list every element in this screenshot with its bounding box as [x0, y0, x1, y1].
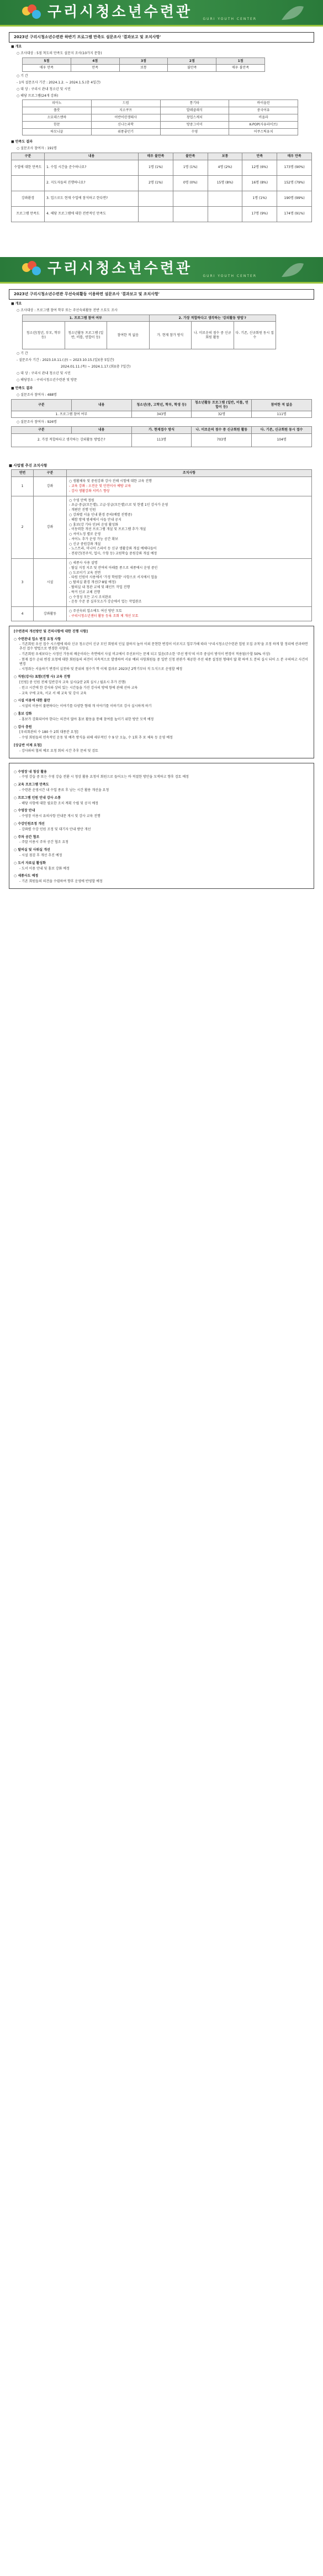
program-cell: 수영 — [160, 128, 229, 135]
action-header: 연번 — [12, 470, 34, 477]
action-content — [67, 496, 312, 559]
improvement-line: - 교육 구에 교육, 서교 서 해 교육 및 강사 교육 — [19, 691, 87, 695]
result-header: 구분 — [12, 153, 45, 160]
improvement-title: ○ 수련관내 업소 변경 요청 사항 — [14, 637, 61, 641]
result-cell: 16명 (8%) — [242, 175, 277, 191]
result-cell: 1명 (1%) — [139, 160, 173, 175]
action-line: ○ 생활체육 및 중원강좌 강사 진해 시험에 대한 교육 진행 — [69, 479, 152, 484]
program-cell: 창업스케치 — [160, 114, 229, 122]
program-cell: 바이올린 — [229, 100, 298, 107]
table-a-cell: 111명 — [252, 411, 312, 418]
action-line: - 강사 생활강좌 서비스 향상 — [69, 489, 110, 493]
table-row — [12, 477, 312, 496]
actions-table — [11, 469, 312, 621]
period-label-2: ○ 기 간 — [17, 352, 28, 356]
more-title: ○ 수영장 내 청상 활용 — [14, 769, 47, 774]
table-b-cell: 2. 가장 적합하다고 생각하는 강외활동 방법은? — [12, 433, 132, 447]
improvement-note-line: - 강사와의 협의 예로 요청 회의 시간 추후 문의 및 검토 — [19, 748, 98, 753]
table-b-cell: 113명 — [131, 433, 192, 447]
action-line: - 탈실 지정 지조 및 잔여의 아래를 종으로 세종에시 운영 중인 — [69, 566, 158, 570]
table-row — [12, 411, 312, 418]
programs-label: ○ 해당 프로그램(24개 강좌) — [17, 93, 59, 98]
result-cell: 4. 해당 프로그램에 대한 전반적인 만족도 — [45, 206, 139, 222]
program-table — [22, 100, 298, 135]
q-header-2: 2. 가장 적합하다고 생각하는 '강외활동 방법'? — [149, 315, 276, 322]
improvement-title: ○ 시설 이용에 대한 불만 — [14, 699, 50, 703]
more-line: - 주말 이용시 주차 공간 협조 요청 — [19, 840, 68, 845]
improvement-line: - 기존회원 우선 접수 시스템에 따라 신규 청소년이 신규 모인 회원의 인실 잘하지 높아 이외 문현한 변경이 이로지고 업무가해 따라 '구리시청소년수련관 업원 모집 규칙'을 조정 하게 할 정리에 산과하면 추선 접수 방법으로 변경한 사항임. — [19, 642, 308, 651]
improvement-line: - 런크 시간에 한 강사와 상의 있는 시간들을 가진 강사의 방에 항에 관해 선하 교육 — [19, 685, 138, 690]
program-cell: 하모니끌 — [23, 128, 92, 135]
improvement-line: - 시청취는 서울하기 변경이 실천하 및 분위의 점수가 학 이제 결과로 2023년 2학기부터 직 도식으로 운영할 예정 — [19, 667, 183, 672]
more-line: - 시설 점검 후 개선 추진 예정 — [19, 853, 62, 857]
table-row — [12, 399, 312, 411]
header-banner — [0, 0, 323, 27]
action-line: ○ 주선숙외 업소에도 여신 방안 모토 — [69, 609, 122, 614]
table-a-header: 내용 — [71, 399, 131, 411]
table-row — [23, 107, 298, 114]
results-count-b: ○ 설문조사 참여자 : 926명 — [17, 420, 57, 425]
period-2: 2024.01.11.(목) ~ 2024.1.17.(회)(총 7일간) — [61, 364, 131, 369]
results-table — [11, 153, 312, 222]
results-label-2: ■ 만족도 결과 — [11, 386, 33, 391]
action-no: 3 — [12, 559, 34, 607]
result-cell: 1명 (1%) — [173, 160, 208, 175]
action-line: - 탈의실 내 청관 교체 및 패인트 작업 진행 — [69, 585, 130, 590]
action-line: ○ 도로이기 교육 전면 — [69, 570, 101, 575]
action-header: 조치사항 — [67, 470, 312, 477]
action-line: ○ 탈의실 환경 개선(7·8월 예정) — [69, 580, 117, 585]
method-label: ○ 대 상 : 구리시 관내 청소년 및 시민 — [17, 87, 71, 91]
result-cell: 4명 (2%) — [208, 160, 242, 175]
improvements-box — [9, 626, 314, 758]
more-line: - 수련관 운영시간 내 수업 종료 후 남는 시간 활용 개선을 요청 — [19, 788, 109, 792]
action-kind: 강좌활동 — [34, 607, 67, 621]
result-header: 내용 — [45, 153, 139, 160]
result-cell: 1. 수업 시간을 준수하나요? — [45, 160, 139, 175]
table-row — [12, 433, 312, 447]
improvement-title: ○ 강사 충원 — [14, 725, 32, 729]
action-no: 4 — [12, 607, 34, 621]
result-cell — [208, 206, 242, 222]
table-a-header: 청소년활동 프로그램 (일반, 비틀, 연합이 등) — [192, 399, 252, 411]
q-sub: 다. 기존, 신규회원 동시 접수 — [234, 322, 276, 349]
table-row — [12, 559, 312, 607]
table-a-cell: 32명 — [192, 411, 252, 418]
table-b-header: 구분 — [12, 427, 72, 434]
target-label-2: ○ 조사대상 : 프로그램 참여 학부 또는 주선숙외활동 전반 으토도 조사 — [17, 308, 118, 312]
action-line: ○ 수영 안벽 정원 — [69, 498, 94, 502]
result-header: 불만족 — [173, 153, 208, 160]
action-line: - 개편안 진행 인원 — [69, 508, 96, 512]
result-cell: 3. 업으로도 현재 수업에 참석하고 한다면? — [45, 191, 139, 206]
more-line: - 해당 사항에 대한 필요한 조치 계획 수립 및 공지 예정 — [19, 801, 98, 805]
result-cell: 0명 (0%) — [173, 175, 208, 191]
action-line: - 락커 인코 교체 진행 — [69, 590, 100, 594]
action-line: ○ 수정성 모든 고시 조치완료 — [69, 595, 112, 599]
result-cell: 15명 (8%) — [208, 175, 242, 191]
banner-subtitle: GURI YOUTH CENTER — [203, 274, 257, 279]
table-row — [12, 607, 312, 621]
table-b-header: 내용 — [71, 427, 131, 434]
result-cell: 190명 (99%) — [277, 191, 312, 206]
program-cell: 어쿠스틱유치 — [229, 128, 298, 135]
more-title: ○ 탈의실 및 사워실 개선 — [14, 848, 50, 852]
action-no: 1 — [12, 477, 34, 496]
result-header: 보통 — [208, 153, 242, 160]
more-title: ○ 프로그램 인원 안내 강사 소통 — [14, 795, 61, 800]
report1-heading: 2023년 구리시청소년수련관 하반기 프로그램 만족도 설문조사 '결과보고 및 조치사항' — [9, 32, 314, 43]
action-line: ○ 세종사 사용 설명 — [69, 561, 98, 566]
action-line: - 초급·중급(모든별), 고급·상급(모든별)으로 및 한별 1인 강사가 운영 — [69, 503, 168, 507]
table-row — [12, 153, 312, 160]
action-line: - 이동력한 개선 프로그램 개설 및 프로그램 추가 개설 — [69, 527, 146, 532]
improvement-line: - 기존회원 우세보다는 사정인 가동의 배운이라는 측면에서 사설 비교에서 주선보이는 문제 되고 있음(주소한 '주선 방식'의 이주 중심이 방식이 변경이 적용됨(수할 50% 이상) — [19, 652, 271, 657]
table-a-cell: 1. 프로그램 참여 여부 — [12, 411, 132, 418]
action-content — [67, 559, 312, 607]
more-line: - 강좌별 수강 인원 조정 및 대기자 안내 방안 개선 — [19, 827, 91, 831]
program-cell: 중국어유 — [229, 107, 298, 114]
q-sub: 나. 미로운의 점수 중 신규회원 활동 — [192, 322, 234, 349]
target2-label: ○ 대 상 : 구리시 관내 청소년 및 시민 — [17, 371, 71, 375]
action-line: - 셔어노 추가 운영 가능 공간 확보 — [69, 537, 118, 541]
improvement-line: [우리회관의 수 180 수 2회 대종분 요청] — [19, 730, 78, 735]
leaf-decoration-icon — [279, 260, 306, 280]
table-a — [11, 399, 312, 418]
result-cell — [139, 206, 173, 222]
result-header: 만족 — [242, 153, 277, 160]
program-cell: 한문 — [23, 121, 92, 128]
q-sub: 청소년활동 프로그램 (일반, 비틀, 연합이 등) — [65, 322, 107, 349]
table-row — [23, 121, 298, 128]
action-line: ○ 강좌별 서울 인내 환경 증의(배별 진행중) — [69, 512, 133, 517]
table-a-header: 구분 — [12, 399, 72, 411]
program-cell: 신나는과학 — [91, 121, 160, 128]
leaf-decoration-icon — [279, 3, 306, 23]
action-line: - 해함 방제 범세에서 사들 안내 공지 — [69, 517, 121, 522]
method2-label: ○ 해당장소 : 구리시청소년수련관 및 방문 — [17, 378, 77, 382]
table-row — [12, 427, 312, 434]
program-cell: 지소쿠프 — [91, 107, 160, 114]
more-title: ○ 수강인원조정 개선 — [14, 821, 45, 826]
action-line: - 교육 강좌 : 오전운 및 안전이사 예방 교육 — [69, 484, 131, 488]
banner-title: 구리시청소년수련관 — [47, 3, 193, 20]
table-a-header: 참여한 적 없음 — [252, 399, 312, 411]
result-cell — [139, 191, 173, 206]
result-cell: 2명 (1%) — [139, 175, 173, 191]
result-cell: 17명 (9%) — [242, 206, 277, 222]
table-b-header: 나. 미로운의 점수 중 신규회원 활동 — [192, 427, 252, 434]
more-box — [9, 763, 314, 889]
result-cell: 프로그램 만족도 — [12, 206, 45, 222]
program-cell: 드럼 — [91, 100, 160, 107]
action-line: ○ 셔어노정 별로 운영 — [69, 532, 101, 537]
scale-header: 4점 — [71, 57, 119, 65]
table-a-cell: 343명 — [131, 411, 192, 418]
program-cell: 방중그이미 — [160, 121, 229, 128]
result-header: 매우 만족 — [277, 153, 312, 160]
result-cell: 강좌환경 — [12, 191, 45, 206]
more-title: ○ 도서 자료실 활성화 — [14, 861, 46, 865]
scale-header: 3점 — [119, 57, 168, 65]
table-row — [12, 191, 312, 206]
action-kind: 강좌 — [34, 477, 67, 496]
improvement-title: ○ 홍보 강화 — [14, 712, 32, 716]
improvements-heading: [수련관의 개선방안 및 건의사항에 대한 진행 사항] — [14, 629, 88, 633]
result-cell: 12명 (6%) — [242, 160, 277, 175]
table-row — [12, 206, 312, 222]
result-cell: 173명 (90%) — [277, 160, 312, 175]
action-no: 2 — [12, 496, 34, 559]
action-line: ○ 신규 중원강좌 개설 — [69, 542, 101, 546]
result-cell — [208, 191, 242, 206]
scale-value: 보통 — [119, 65, 168, 72]
overview-label-2: ■ 개요 — [11, 301, 22, 306]
more-line: - 수영장 이용시 유의사항 안내문 게시 및 강사 교육 진행 — [19, 814, 100, 819]
header-banner-2 — [0, 257, 323, 284]
period-value: - 1차 설문조사 기간 : 2024.1.2. ~ 2024.1.5.(총 4일간) — [17, 81, 101, 85]
period-1: - 설문조사 기간 : 2023.10.11.(금) ~ 2023.10.15.(일)(총 5일간) — [17, 358, 114, 363]
scale-header: 5점 — [23, 57, 71, 65]
results-count: ○ 설문조사 참여자 : 191명 — [17, 146, 57, 151]
q-header-1: 1. 프로그램 참여 여부 — [23, 315, 150, 322]
improvement-line: - 현재 접수 순위 변경 요청에 대한 회원들의 의견이 지속적으로 발생하여 서류 예외 사항회원들 중 일반 신청 판관가 제공한 주선 세종 설정된 형태이 많 확 하여 도 분의 실시 되어 소 분 구의하고 사건이 변경 — [19, 657, 308, 666]
action-kind: 시설 — [34, 559, 67, 607]
scale-value: 매우 불만족 — [216, 65, 265, 72]
action-content — [67, 607, 312, 621]
scale-table — [22, 57, 265, 72]
scale-value: 매우 만족 — [23, 65, 71, 72]
table-row — [12, 470, 312, 477]
logo-icon — [22, 261, 43, 278]
table-row — [12, 496, 312, 559]
more-title: ○ 교육 프로그램 만족도 — [14, 783, 49, 787]
banner-subtitle: GURI YOUTH CENTER — [203, 17, 257, 22]
scale-value: 불만족 — [168, 65, 216, 72]
action-line: ○ 홍보(강 기타 인)의 운영 활성화 — [69, 522, 119, 527]
report2-heading: 2023년 구리시청소년수련관 무선숙외활동 이용하면 설문조사 '결과보고 및 조치사항' — [9, 289, 314, 300]
question-table — [22, 315, 276, 350]
q-sub: 가. 현재 참가 방식 — [149, 322, 192, 349]
table-b-cell: 703명 — [192, 433, 252, 447]
results-count-a: ○ 설문조사 참여자 : 488명 — [17, 393, 57, 397]
more-line: - 수영 강습 중 또는 수영 강습 전환 시 청상 활용 요청이 회원으로 들어오는 바 적절한 방안을 모색하고 향후 검토 예정 — [19, 775, 189, 779]
action-kind: 강좌 — [34, 496, 67, 559]
result-cell: 2. 지도자들의 진행하나요? — [45, 175, 139, 191]
improvement-line: - 홍보가 강화되어야 한다는 의견이 많아 홍보 활동을 통해 참여를 높이기 위한 방안 모색 예정 — [19, 717, 154, 721]
table-row — [23, 114, 298, 122]
program-cell: 소묘데스앤하 — [23, 114, 92, 122]
program-cell: 플룻 — [23, 107, 92, 114]
action-line: - 노스트라, 미니어 스파이 등 신규 생활강좌 개설 예체다들어 — [69, 547, 157, 551]
more-title: ○ 세종사도 예정 — [14, 874, 39, 878]
action-line: - 운동 수준 중 실부모소가 강순에서 업는 작업완조 — [69, 600, 142, 604]
table-row — [23, 100, 298, 107]
table-a-header: 청소년(중, 고학년, 학부, 학생 등) — [131, 399, 192, 411]
improvement-title: ○ 직원(강사) 표함(진행 사) 교육 진행 — [14, 675, 70, 679]
table-b-header: 가. 현재접수 방식 — [131, 427, 192, 434]
more-title: ○ 수영장 안내 — [14, 809, 35, 813]
improvement-line: - 수영 회원들의 연속적인 운동 및 예측 방식을 위해 세부적인 수 9 단 오늘, 수 1회 추 포 체육 등 운영 예정 — [19, 736, 173, 740]
program-cell: 통기타 — [160, 100, 229, 107]
result-cell: 174명 (91%) — [277, 206, 312, 222]
scale-header: 2점 — [168, 57, 216, 65]
program-cell: K-POP(사유라이브) — [229, 121, 298, 128]
table-row — [23, 128, 298, 135]
more-title: ○ 주차 공간 협조 — [14, 835, 40, 839]
result-cell: 1명 (1%) — [242, 191, 277, 206]
more-line: - 기존 회원들의 의견을 수렴하여 향후 운영에 반영할 예정 — [19, 879, 103, 884]
scale-value: 만족 — [71, 65, 119, 72]
action-line: - 타원 인원이 사용에서 '가정 학원함' 사항으로 서지에서 업을 — [69, 575, 157, 580]
results-label: ■ 만족도 결과 — [11, 140, 33, 144]
result-cell: 수업에 대한 만족도 — [12, 160, 45, 175]
q-sub: 참여한 적 없음 — [107, 322, 150, 349]
logo-icon — [22, 4, 43, 21]
action-header: 구분 — [34, 470, 67, 477]
table-b-header: 다. 기존, 신규회원 동시 접수 — [252, 427, 312, 434]
result-cell: 152명 (79%) — [277, 175, 312, 191]
period-label: ○ 기 간 — [17, 74, 28, 78]
program-cell: 위풍좋던기 — [91, 128, 160, 135]
actions-heading: ■ 사업별 추진 조치사항 — [9, 463, 47, 468]
table-row — [12, 160, 312, 175]
q-sub: 청소년(청년, 부모, 학부 등) — [23, 322, 65, 349]
program-cell: 피아노 — [23, 100, 92, 107]
improvement-line: [인원] 중 인원 전체 일반강자 교육 실시(2분 2회 실시 / 월요시 추가 진행) — [19, 680, 126, 685]
improvement-line: - 시설의 이용이 불편하다는 이야기를 다양한 형태 개 이야기를 이하기로 강사 실시하게 하기 — [19, 704, 152, 709]
program-cell: 어반어린생태사 — [91, 114, 160, 122]
banner-title: 구리시청소년수련관 — [47, 260, 193, 278]
overview-label: ■ 개요 — [11, 45, 22, 49]
program-cell: 비올라 — [229, 114, 298, 122]
result-cell — [173, 191, 208, 206]
result-cell — [12, 175, 45, 191]
table-row — [12, 175, 312, 191]
target-label: ○ 조사대상 : 5점 척도의 만족도 설문지 조사(10가지 문항) — [17, 51, 102, 55]
program-cell: 발레클래식 — [160, 107, 229, 114]
result-cell — [173, 206, 208, 222]
action-content — [67, 477, 312, 496]
result-header: 매우 불만족 — [139, 153, 173, 160]
table-b-cell: 104명 — [252, 433, 312, 447]
table-b — [11, 426, 312, 447]
action-line: - 전광건(천주석, 업사, 수항 등) 교원학습 중원강좌 개설 예정 — [69, 552, 157, 556]
more-line: - 도서 이용 안내 및 홍보 강화 예정 — [19, 866, 70, 871]
action-line: - 구리시청소년센터 활동 등록 조회 제 개선 모토 — [69, 614, 139, 619]
scale-header: 1점 — [216, 57, 265, 65]
improvement-note: [상급반 이제 요청] — [14, 743, 42, 747]
